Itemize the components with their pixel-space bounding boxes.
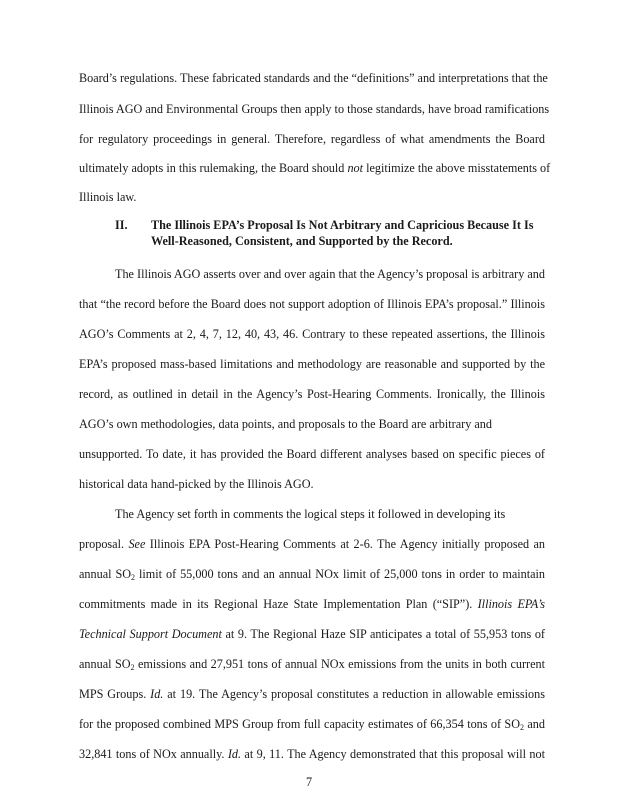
text-run: limit of 55,000 tons and an annual NOx limit of 25,000 tons in order to maintain xyxy=(135,567,545,581)
text-run: and xyxy=(524,717,545,731)
text-run: ultimately adopts in this rulemaking, the Board should xyxy=(79,161,348,175)
p2-line-8: historical data hand-picked by the Illinois AGO. xyxy=(79,477,314,491)
emphasis-title: Illinois EPA’s xyxy=(477,597,545,611)
p2-line-2: that “the record before the Board does not support adoption of Illinois EPA’s proposal.” Illinois xyxy=(79,297,545,311)
p3-line-3 xyxy=(79,566,545,582)
text-run: Illinois EPA Post-Hearing Comments at 2-6. The Agency initially proposed an xyxy=(145,537,545,551)
p3-line-7 xyxy=(79,686,545,702)
text-run: MPS Groups. xyxy=(79,687,151,701)
section-numeral: II. xyxy=(115,218,128,232)
text-run: 32,841 tons of NOx annually. xyxy=(79,747,228,761)
text-run: emissions and 27,951 tons of annual NOx emissions from the units in both current xyxy=(134,657,545,671)
text-run: at 19. The Agency’s proposal constitutes a reduction in allowable emissions xyxy=(163,687,545,701)
p1-line-4 xyxy=(79,160,551,176)
p1-line-2: Illinois AGO and Environmental Groups then apply to those standards, have broad ramifications xyxy=(79,102,550,116)
p2-line-7: unsupported. To date, it has provided the Board different analyses based on specific pieces of xyxy=(79,447,545,461)
subscript: 2 xyxy=(130,663,135,672)
p1-line-5: Illinois law. xyxy=(79,190,137,204)
section-heading-line-2: Well-Reasoned, Consistent, and Supported by the Record. xyxy=(151,234,453,248)
p2-line-4: EPA’s proposed mass-based limitations and methodology are reasonable and supported by the xyxy=(79,357,545,371)
text-run: for the proposed combined MPS Group from full capacity estimates of 66,354 tons of SO xyxy=(79,717,521,731)
subscript: 2 xyxy=(520,723,525,732)
p3-line-4 xyxy=(79,596,545,612)
emphasis-id: Id. xyxy=(227,747,242,761)
p3-line-2 xyxy=(79,536,545,552)
text-run: annual SO xyxy=(79,567,132,581)
emphasis-see: See xyxy=(128,537,146,551)
text-run: legitimize the above misstatements of xyxy=(363,161,551,175)
text-run: at 9. The Regional Haze SIP anticipates a total of 55,953 tons of xyxy=(221,627,545,641)
p3-line-9 xyxy=(79,746,545,762)
p1-line-3: for regulatory proceedings in general. Therefore, regardless of what amendments the Board xyxy=(79,132,545,146)
p3-line-1: The Agency set forth in comments the logical steps it followed in developing its xyxy=(115,507,506,521)
text-run: at 9, 11. The Agency demonstrated that this proposal will not xyxy=(241,747,545,761)
p3-line-6 xyxy=(79,656,545,672)
emphasis-title: Technical Support Document xyxy=(79,627,222,641)
p2-line-1: The Illinois AGO asserts over and over again that the Agency’s proposal is arbitrary and xyxy=(115,267,545,281)
section-heading-line-1: The Illinois EPA’s Proposal Is Not Arbitrary and Capricious Because It Is xyxy=(151,218,534,232)
p2-line-6: AGO’s own methodologies, data points, and proposals to the Board are arbitrary and xyxy=(79,417,492,431)
emphasis-not: not xyxy=(347,161,364,175)
p1-line-1: Board’s regulations. These fabricated standards and the “definitions” and interpretations that the xyxy=(79,71,548,85)
emphasis-id: Id. xyxy=(150,687,164,701)
p2-line-3: AGO’s Comments at 2, 4, 7, 12, 40, 43, 46. Contrary to these repeated assertions, the Illinois xyxy=(79,327,545,341)
p2-line-5: record, as outlined in detail in the Agency’s Post-Hearing Comments. Ironically, the Illinois xyxy=(79,387,545,401)
page-number: 7 xyxy=(305,775,313,789)
text-run: commitments made in its Regional Haze State Implementation Plan (“SIP”). xyxy=(79,597,473,611)
p3-line-8 xyxy=(79,716,545,732)
text-run: proposal. xyxy=(79,537,129,551)
p3-line-5 xyxy=(79,626,545,642)
subscript: 2 xyxy=(131,573,136,582)
text-run: annual SO xyxy=(79,657,131,671)
